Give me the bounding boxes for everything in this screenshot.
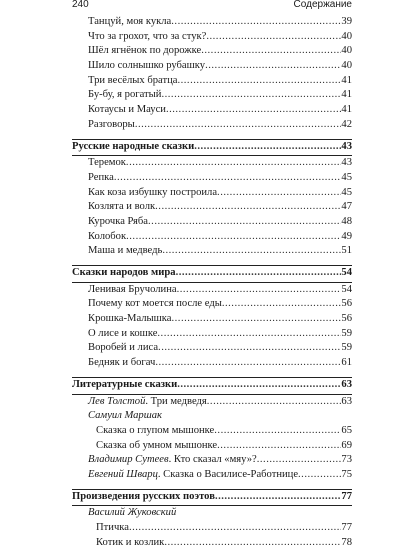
page-ref: 54 [341,267,352,278]
toc-entry [72,283,352,298]
toc-entry [72,395,352,410]
entry-title [72,44,201,59]
dot-leader [194,140,341,155]
item-label: Танцуй, моя кукла [88,16,172,27]
entry-title [72,536,164,550]
dot-leader [206,30,341,45]
section-label: Сказки народов мира [72,267,176,278]
entry-title [72,15,171,30]
page-ref: 51 [341,245,352,257]
page-ref: 40 [341,30,352,42]
page-ref: 43 [341,140,352,152]
entry-title [72,74,177,89]
dot-leader [177,378,341,393]
item-label: Кто сказал «мяу»? [173,454,257,466]
page-ref: 59 [341,327,352,339]
section-title [72,140,194,155]
item-label: Что за грохот, что за стук? [88,30,207,42]
page-ref: 59 [341,342,352,354]
section-row [72,266,352,281]
entry-title [72,312,172,327]
section-row [72,378,352,393]
toc-entry [72,118,352,133]
toc-entry [72,215,352,230]
dot-leader [172,312,342,327]
entry-title [72,424,214,439]
entry-title [72,103,166,118]
page-ref: 56 [341,298,352,310]
entry-title [72,171,114,186]
toc-entry [72,409,352,424]
item-label: Три весёлых братца [88,74,178,86]
dot-leader [207,395,342,410]
entry-title [72,356,155,371]
item-label: Шило солнышко рубашку [88,60,206,72]
page-ref: 41 [341,104,352,116]
dot-leader [135,118,342,133]
dot-leader [177,74,341,89]
entry-title [72,327,157,342]
dot-leader [114,171,342,186]
entry-title [72,186,217,201]
item-label: Воробей и лиса [88,342,159,354]
item-label: Теремок [88,157,126,169]
author-name: Лев Толстой [88,395,146,407]
item-label: Курочка Ряба [88,215,149,227]
page-ref: 42 [341,118,352,130]
section-title [72,266,176,281]
page-ref: 41 [341,74,352,86]
section-label: Литературные сказки [72,378,178,390]
toc-entry [72,230,352,245]
toc-entry [72,312,352,327]
page-number: 240 [72,0,89,10]
toc-entry [72,171,352,186]
dot-leader [222,297,342,312]
table-of-contents [72,15,352,550]
item-label: Разговоры [88,118,135,130]
entry-title [72,341,158,356]
item-label: Козлята и волк [88,201,156,213]
item-label: Котаусы и Мауси [88,104,166,116]
dot-leader [214,424,341,439]
entry-title [72,468,298,483]
entry-title [72,244,162,259]
item-label: Почему кот моется после еды [88,298,222,310]
toc-entry [72,341,352,356]
dot-leader [215,490,341,505]
toc-entry [72,244,352,259]
item-label: Три медведя [150,395,207,407]
item-label: Птичка [96,522,129,533]
item-label: Котик и козлик [96,536,165,548]
toc-entry [72,297,352,312]
page-ref: 41 [341,89,352,101]
item-label: Сказка об умном мышонке [96,439,218,451]
author-name: Владимир Сутеев [88,454,169,466]
item-label: Шёл ягнёнок по дорожке [88,45,202,57]
page-ref: 78 [341,536,352,548]
toc-entry [72,424,352,439]
entry-title [72,30,206,45]
section-label: Русские народные сказки [72,140,195,152]
page-ref: 77 [341,522,352,533]
entry-title [72,439,217,454]
item-label: Колобок [88,230,127,242]
page-ref: 73 [341,454,352,466]
entry-title [72,506,176,521]
dot-leader [166,103,341,118]
toc-entry [72,103,352,118]
dot-leader [298,468,341,483]
dot-leader [177,283,342,298]
toc-entry [72,44,352,59]
entry-title [72,156,126,171]
toc-entry [72,30,352,45]
page-ref: 45 [341,171,352,183]
dot-leader [171,15,341,30]
entry-title [72,230,126,245]
separator: . [145,395,151,407]
page-ref: 40 [341,60,352,72]
entry-title [72,453,257,468]
dot-leader [162,244,341,259]
dot-leader [148,215,341,230]
page-ref: 49 [341,230,352,242]
toc-entry [72,327,352,342]
item-label: Бу-бу, я рогатый [88,89,162,101]
item-label: О лисе и кошке [88,327,158,339]
page-header [72,0,352,12]
author-name: Самуил Маршак [88,410,162,422]
toc-entry [72,59,352,74]
item-label: Репка [88,171,114,183]
separator: . [168,454,174,466]
toc-entry [72,88,352,103]
toc-entry [72,439,352,454]
item-label: Как коза избушку построила [88,186,218,198]
item-label: Ленивая Бручолина [88,283,177,295]
page-ref: 63 [341,395,352,407]
author-name: Василий Жуковский [88,507,177,519]
page-ref: 69 [341,439,352,451]
section-title [72,378,177,393]
page-ref: 77 [341,490,352,502]
entry-title [72,215,148,230]
page-ref: 40 [341,45,352,57]
entry-title [72,118,135,133]
running-title: Содержание [293,0,352,10]
dot-leader [155,356,341,371]
toc-entry [72,156,352,171]
page-ref: 65 [341,424,352,436]
toc-entry [72,506,352,521]
dot-leader [157,327,341,342]
dot-leader [158,341,341,356]
page-ref: 43 [341,157,352,169]
page-ref: 54 [341,283,352,295]
toc-entry [72,15,352,30]
entry-title [72,297,222,312]
entry-title [72,200,155,215]
dot-leader [205,59,341,74]
item-label: Маша и медведь [88,245,163,257]
section-label: Произведения русских поэтов [72,490,215,502]
item-label: Крошка-Малышка [88,313,172,325]
section-row [72,490,352,505]
toc-entry [72,186,352,201]
dot-leader [129,521,341,536]
separator: . [157,468,164,480]
page-ref: 47 [341,201,352,213]
dot-leader [126,156,341,171]
entry-title [72,395,207,410]
page-ref: 56 [341,313,352,325]
dot-leader [161,88,341,103]
item-label: Бедняк и богач [88,357,156,369]
entry-title [72,59,205,74]
dot-leader [126,230,341,245]
toc-entry [72,74,352,89]
toc-entry [72,356,352,371]
dot-leader [164,536,341,550]
dot-leader [217,439,341,454]
entry-title [72,88,161,103]
item-label: Сказка о Василисе-Работнице [163,468,299,480]
page-ref: 63 [341,378,352,390]
author-name: Евгений Шварц [88,468,158,480]
entry-title [72,409,162,424]
toc-entry [72,200,352,215]
page-ref: 75 [341,468,352,480]
dot-leader [257,453,342,468]
dot-leader [201,44,341,59]
dot-leader [217,186,341,201]
toc-entry [72,536,352,550]
entry-title [72,521,129,536]
entry-title [72,283,177,298]
item-label: Сказка о глупом мышонке [96,424,215,436]
page-ref: 61 [341,357,352,369]
toc-entry [72,453,352,468]
toc-entry [72,468,352,483]
page-ref: 39 [341,16,352,27]
section-row [72,140,352,155]
page-ref: 45 [341,186,352,198]
dot-leader [155,200,341,215]
section-title [72,490,215,505]
page-ref: 48 [341,215,352,227]
toc-entry [72,521,352,536]
dot-leader [176,266,342,281]
